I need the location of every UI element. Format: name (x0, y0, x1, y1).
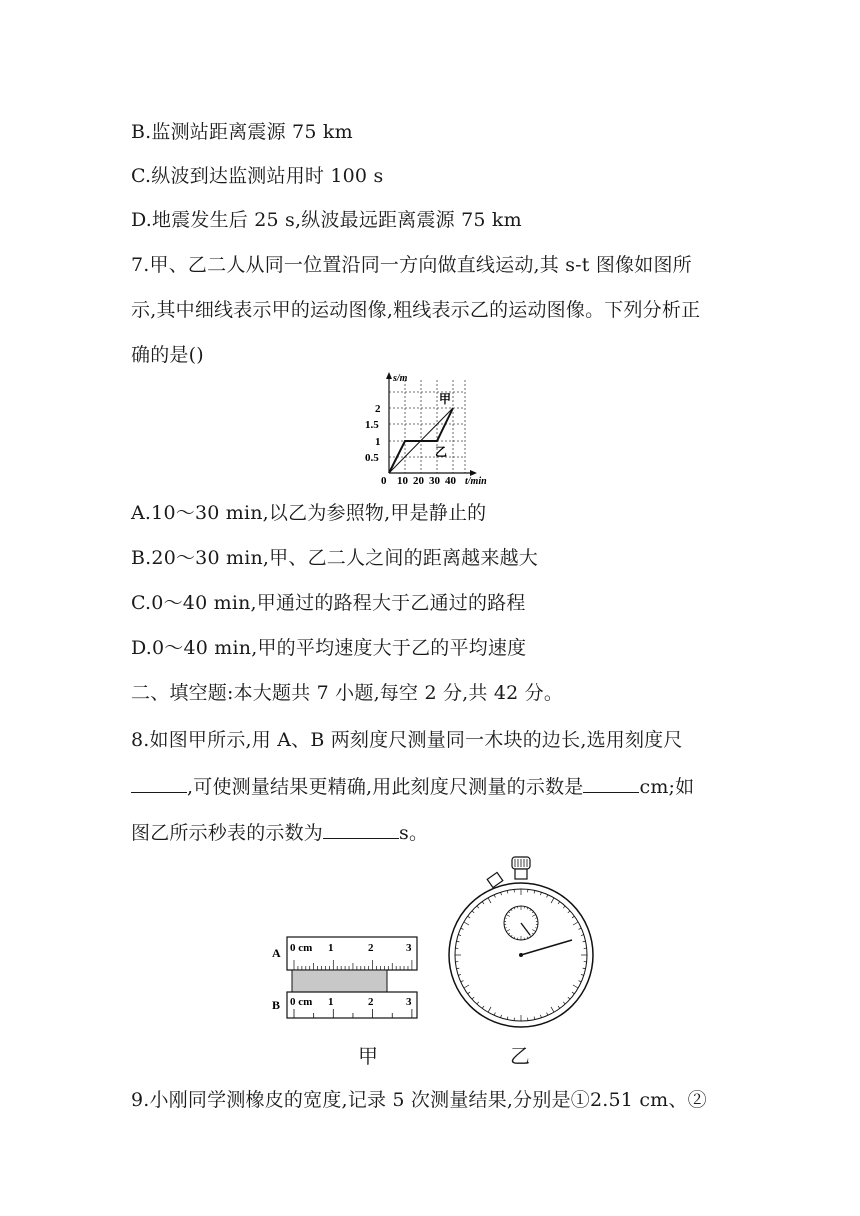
x-tick-20: 20 (413, 475, 424, 487)
label-jia: 甲 (439, 392, 452, 406)
answer-blank-reading[interactable] (583, 774, 639, 793)
question-8-line-3: 图乙所示秒表的示数为 s。 (131, 822, 429, 844)
option-b-q6: B.监测站距离震源 75 km (131, 121, 353, 143)
ruler-b-tick-2: 2 (368, 996, 374, 1008)
ruler-b-tick-3: 3 (406, 996, 412, 1008)
question-7-line-3: 确的是() (131, 344, 204, 366)
caption-yi: 乙 (510, 1044, 530, 1068)
ruler-a-tick-3: 3 (406, 942, 412, 954)
ruler-figure (265, 935, 425, 1025)
st-graph (355, 370, 505, 488)
section-2-heading: 二、填空题:本大题共 7 小题,每空 2 分,共 42 分。 (131, 682, 564, 704)
y-tick-0.5: 0.5 (365, 452, 379, 464)
answer-blank-stopwatch[interactable] (323, 820, 399, 839)
x-tick-10: 10 (397, 475, 408, 487)
x-tick-0: 0 (381, 475, 387, 487)
question-9-line-1: 9.小刚同学测橡皮的宽度,记录 5 次测量结果,分别是①2.51 cm、② (131, 1089, 707, 1111)
answer-blank-ruler[interactable] (131, 774, 187, 793)
y-tick-2: 2 (375, 403, 381, 415)
question-7-line-2: 示,其中细线表示甲的运动图像,粗线表示乙的运动图像。下列分析正 (131, 299, 701, 321)
x-tick-40: 40 (445, 475, 456, 487)
ruler-a-label: A (272, 946, 281, 960)
ruler-b-tick-1: 1 (328, 996, 334, 1008)
ruler-a-tick-0: 0 cm (290, 942, 313, 954)
y-axis-label: s/m (393, 373, 408, 384)
option-b-q7: B.20～30 min,甲、乙二人之间的距离越来越大 (131, 547, 538, 569)
question-8-line-2: ,可使测量结果更精确,用此刻度尺测量的示数是 cm;如 (131, 772, 694, 799)
y-tick-1.5: 1.5 (365, 419, 379, 431)
ruler-b-tick-0: 0 cm (290, 996, 313, 1008)
label-yi: 乙 (435, 445, 448, 459)
question-7-line-1: 7.甲、乙二人从同一位置沿同一方向做直线运动,其 s-t 图像如图所 (131, 254, 692, 276)
wood-block (292, 970, 387, 992)
option-a-q7: A.10～30 min,以乙为参照物,甲是静止的 (131, 502, 487, 524)
option-c-q6: C.纵波到达监测站用时 100 s (131, 165, 384, 187)
x-tick-30: 30 (429, 475, 440, 487)
option-c-q7: C.0～40 min,甲通过的路程大于乙通过的路程 (131, 592, 526, 614)
option-d-q6: D.地震发生后 25 s,纵波最远距离震源 75 km (131, 209, 522, 231)
caption-jia: 甲 (358, 1044, 378, 1068)
ruler-b-label: B (272, 998, 281, 1012)
y-tick-1: 1 (375, 436, 381, 448)
stopwatch-figure (440, 855, 600, 1035)
x-axis-label: t/min (465, 476, 487, 487)
option-d-q7: D.0～40 min,甲的平均速度大于乙的平均速度 (131, 637, 527, 659)
question-8-line-1: 8.如图甲所示,用 A、B 两刻度尺测量同一木块的边长,选用刻度尺 (131, 729, 683, 751)
ruler-a-tick-2: 2 (368, 942, 374, 954)
ruler-a-tick-1: 1 (328, 942, 334, 954)
